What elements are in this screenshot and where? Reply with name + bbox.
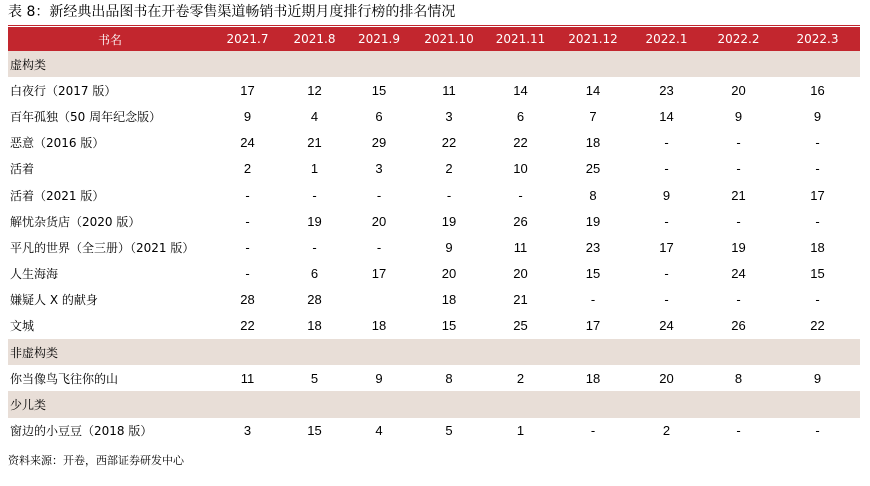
rank-cell: 17	[240, 82, 255, 98]
rank-cell: -	[664, 161, 669, 177]
rank-cell: 5	[310, 370, 319, 386]
rank-cell: -	[815, 292, 820, 308]
rank-cell: 8	[445, 370, 453, 386]
book-title: 活着（2021 版）	[10, 188, 105, 203]
rank-cell: 9	[375, 370, 383, 386]
rank-cell: 20	[731, 82, 746, 98]
rank-cell: -	[664, 292, 669, 308]
rank-cell: 19	[441, 213, 457, 229]
book-title: 百年孤独（50 周年纪念版）	[10, 109, 162, 124]
rank-cell: 18	[585, 135, 601, 151]
rank-cell: 26	[731, 318, 746, 334]
table-row	[8, 103, 860, 129]
rank-cell: -	[815, 161, 820, 177]
rank-cell: 14	[513, 82, 528, 98]
book-title: 窗边的小豆豆（2018 版）	[10, 424, 153, 439]
column-header: 2022.2	[702, 27, 775, 51]
rank-cell: 2	[516, 370, 525, 386]
rank-cell: -	[815, 135, 820, 151]
rank-cell: -	[245, 187, 250, 203]
column-header: 2021.7	[212, 27, 283, 51]
rank-cell: 20	[659, 370, 674, 386]
rank-cell: 19	[585, 213, 601, 229]
rank-cell: -	[664, 266, 669, 282]
column-header: 书名	[8, 27, 212, 51]
rank-cell: 9	[734, 108, 743, 124]
rank-cell: -	[664, 213, 669, 229]
rank-cell: 28	[240, 292, 255, 308]
rank-cell: 15	[585, 266, 601, 282]
rank-cell: -	[245, 239, 250, 255]
top-rule	[8, 25, 860, 26]
rank-cell: 17	[659, 239, 674, 255]
rank-cell: 22	[441, 135, 457, 151]
rank-cell: 1	[310, 161, 319, 177]
book-title: 平凡的世界（全三册）（2021 版）	[10, 240, 195, 255]
rank-cell: 7	[589, 108, 597, 124]
rank-cell: -	[736, 135, 741, 151]
rank-cell: 8	[734, 370, 743, 386]
book-title: 白夜行（2017 版）	[10, 83, 117, 98]
rank-cell: 15	[810, 266, 825, 282]
book-title: 文城	[10, 319, 35, 334]
ranking-table	[8, 27, 860, 444]
rank-cell: 10	[513, 161, 528, 177]
rank-cell: 20	[441, 266, 457, 282]
rank-cell: 26	[513, 213, 528, 229]
rank-cell: 21	[513, 292, 528, 308]
rank-cell: 2	[662, 423, 671, 439]
rank-cell: -	[590, 292, 596, 308]
rank-cell: 15	[371, 82, 387, 98]
rank-cell: 18	[307, 318, 322, 334]
rank-cell: 19	[307, 213, 322, 229]
rank-cell: -	[736, 213, 741, 229]
rank-cell: -	[446, 187, 452, 203]
rank-cell: 28	[307, 292, 322, 308]
category-row	[8, 51, 860, 77]
category-row	[8, 339, 860, 365]
category-row	[8, 391, 860, 417]
header-row	[8, 27, 860, 51]
rank-cell: 24	[659, 318, 674, 334]
rank-cell: -	[518, 187, 523, 203]
book-title: 人生海海	[10, 267, 59, 282]
rank-cell: 16	[810, 82, 825, 98]
rank-cell: -	[664, 135, 669, 151]
source-note: 资料来源：开卷，西部证券研发中心	[8, 454, 184, 467]
column-header: 2021.10	[412, 27, 486, 51]
table-row	[8, 261, 860, 287]
table-row	[8, 418, 860, 444]
table-row	[8, 182, 860, 208]
rank-cell: 9	[813, 370, 822, 386]
rank-cell: 4	[375, 423, 383, 439]
rank-cell: 6	[516, 108, 525, 124]
rank-cell: 2	[243, 161, 252, 177]
book-title: 恶意（2016 版）	[10, 136, 105, 151]
book-title: 活着	[10, 162, 35, 177]
table-row	[8, 130, 860, 156]
rank-cell: -	[736, 161, 741, 177]
category-label: 非虚构类	[8, 339, 860, 365]
table-row	[8, 365, 860, 391]
rank-cell: 12	[307, 82, 322, 98]
table-row	[8, 208, 860, 234]
table-row	[8, 234, 860, 260]
table-row	[8, 156, 860, 182]
table-body	[8, 51, 860, 444]
rank-cell: 22	[810, 318, 825, 334]
category-label: 少儿类	[8, 391, 860, 417]
category-label: 虚构类	[8, 51, 860, 77]
table-row	[8, 313, 860, 339]
rank-cell: 3	[375, 161, 383, 177]
rank-cell: 3	[243, 423, 252, 439]
rank-cell: -	[376, 239, 382, 255]
rank-cell: 9	[813, 108, 822, 124]
rank-cell: 20	[371, 213, 387, 229]
rank-cell: 17	[810, 187, 825, 203]
rank-cell: -	[376, 187, 382, 203]
rank-cell: 18	[371, 318, 387, 334]
rank-cell: 22	[240, 318, 255, 334]
rank-cell: 25	[585, 161, 601, 177]
rank-cell: 23	[659, 82, 674, 98]
rank-cell: -	[312, 239, 317, 255]
book-title: 嫌疑人 X 的献身	[10, 293, 98, 308]
book-title: 解忧杂货店（2020 版）	[10, 214, 141, 229]
column-header: 2022.1	[631, 27, 702, 51]
column-header: 2021.11	[486, 27, 555, 51]
rank-cell: 8	[589, 187, 597, 203]
rank-cell: 29	[371, 135, 387, 151]
rank-cell: 22	[513, 135, 528, 151]
rank-cell: 6	[310, 266, 319, 282]
rank-cell: 9	[662, 187, 671, 203]
rank-cell: 4	[310, 108, 319, 124]
rank-cell: 21	[731, 187, 746, 203]
rank-cell: 2	[445, 161, 453, 177]
rank-cell: -	[815, 423, 820, 439]
rank-cell: -	[312, 187, 317, 203]
rank-cell: 5	[445, 423, 453, 439]
rank-cell: 18	[585, 370, 601, 386]
rank-cell: 15	[307, 423, 322, 439]
rank-cell: -	[590, 423, 596, 439]
column-header: 2022.3	[775, 27, 860, 51]
rank-cell: 19	[731, 239, 746, 255]
rank-cell: 3	[445, 108, 453, 124]
rank-cell: 11	[442, 82, 456, 98]
rank-cell: 17	[585, 318, 601, 334]
rank-cell: -	[245, 213, 250, 229]
rank-cell: 14	[585, 82, 601, 98]
rank-cell	[346, 287, 412, 313]
table-row	[8, 287, 860, 313]
rank-cell: 24	[731, 266, 746, 282]
rank-cell: 21	[307, 135, 322, 151]
rank-cell: 17	[371, 266, 387, 282]
rank-cell: 15	[441, 318, 457, 334]
rank-cell: 14	[659, 108, 674, 124]
rank-cell: -	[245, 266, 250, 282]
rank-cell: 20	[513, 266, 528, 282]
rank-cell: 11	[240, 370, 255, 386]
column-header: 2021.12	[555, 27, 631, 51]
rank-cell: 24	[240, 135, 255, 151]
rank-cell: 9	[445, 239, 453, 255]
rank-cell: -	[815, 213, 820, 229]
table-row	[8, 77, 860, 103]
rank-cell: 6	[375, 108, 383, 124]
rank-cell: 25	[513, 318, 528, 334]
rank-cell: 23	[585, 239, 601, 255]
rank-cell: -	[736, 423, 741, 439]
rank-cell: 11	[513, 239, 528, 255]
rank-cell: 1	[516, 423, 525, 439]
rank-cell: -	[736, 292, 741, 308]
rank-cell: 18	[441, 292, 457, 308]
rank-cell: 9	[243, 108, 252, 124]
column-header: 2021.9	[346, 27, 412, 51]
book-title: 你当像鸟飞往你的山	[10, 371, 119, 386]
rank-cell: 18	[810, 239, 825, 255]
column-header: 2021.8	[283, 27, 346, 51]
table-title: 表 8：新经典出品图书在开卷零售渠道畅销书近期月度排行榜的排名情况	[8, 4, 456, 20]
